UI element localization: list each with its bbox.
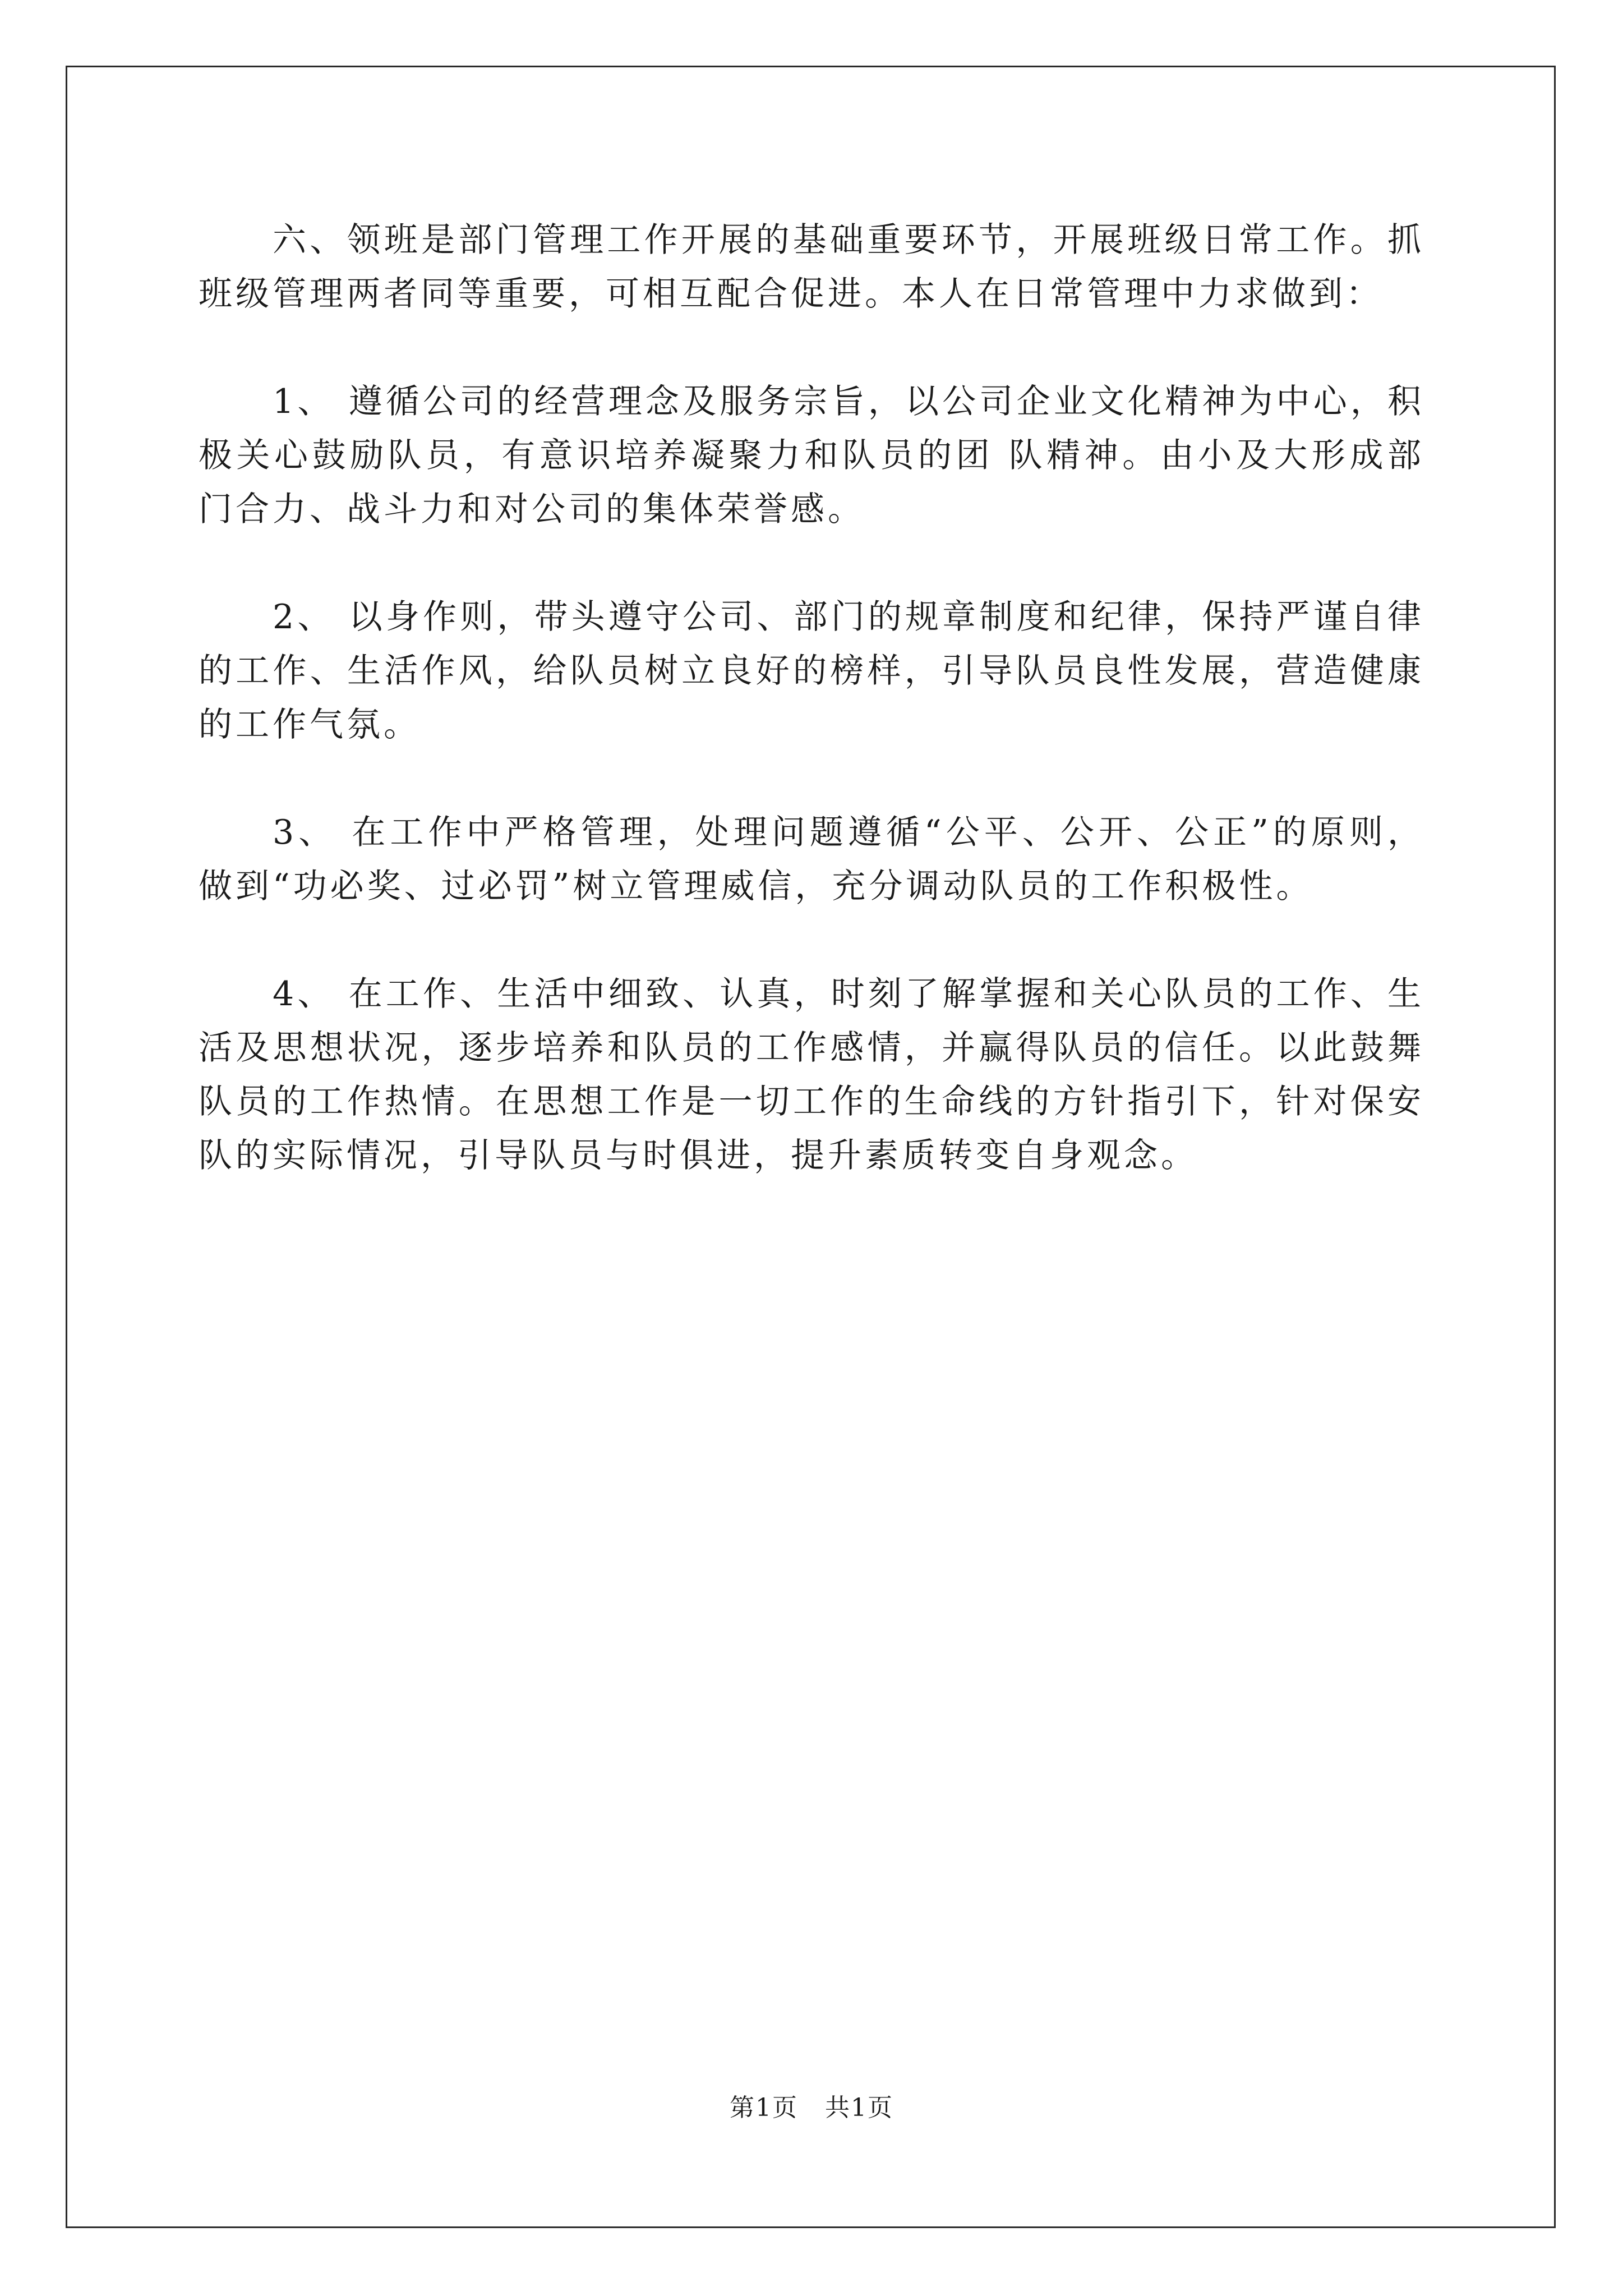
- page-number: 第1页: [730, 2093, 799, 2122]
- paragraph-item-4: 4、 在工作、生活中细致、认真，时刻了解掌握和关心队员的工作、生活及思想状况，逐步培养和队员的工作感情，并赢得队员的信任。以此鼓舞队员的工作热情。在思想工作是一切工作的生命线的方针指引下，针对保安队的实际情况，引导队员与时俱进，提升素质转变自身观念。: [199, 974, 1424, 1175]
- paragraph-item-2: 2、 以身作则，带头遵守公司、部门的规章制度和纪律，保持严谨自律的工作、生活作风，给队员树立良好的榜样，引导队员良性发展，营造健康的工作气氛。: [199, 597, 1424, 744]
- document-body: [199, 213, 1424, 1182]
- paragraph-item-1: 1、 遵循公司的经营理念及服务宗旨，以公司企业文化精神为中心，积极关心鼓励队员，有意识培养凝聚力和队员的团 队精神。由小及大形成部门合力、战斗力和对公司的集体荣誉感。: [199, 382, 1424, 529]
- paragraph-intro: 六、领班是部门管理工作开展的基础重要环节，开展班级日常工作。抓班级管理两者同等重要，可相互配合促进。本人在日常管理中力求做到：: [199, 220, 1424, 314]
- paragraph-item-3: 3、 在工作中严格管理，处理问题遵循“公平、公开、公正”的原则，做到“功必奖、过必罚”树立管理威信，充分调动队员的工作积极性。: [199, 813, 1424, 906]
- page-total: 共1页: [824, 2093, 893, 2122]
- page-footer: [0, 2091, 1623, 2125]
